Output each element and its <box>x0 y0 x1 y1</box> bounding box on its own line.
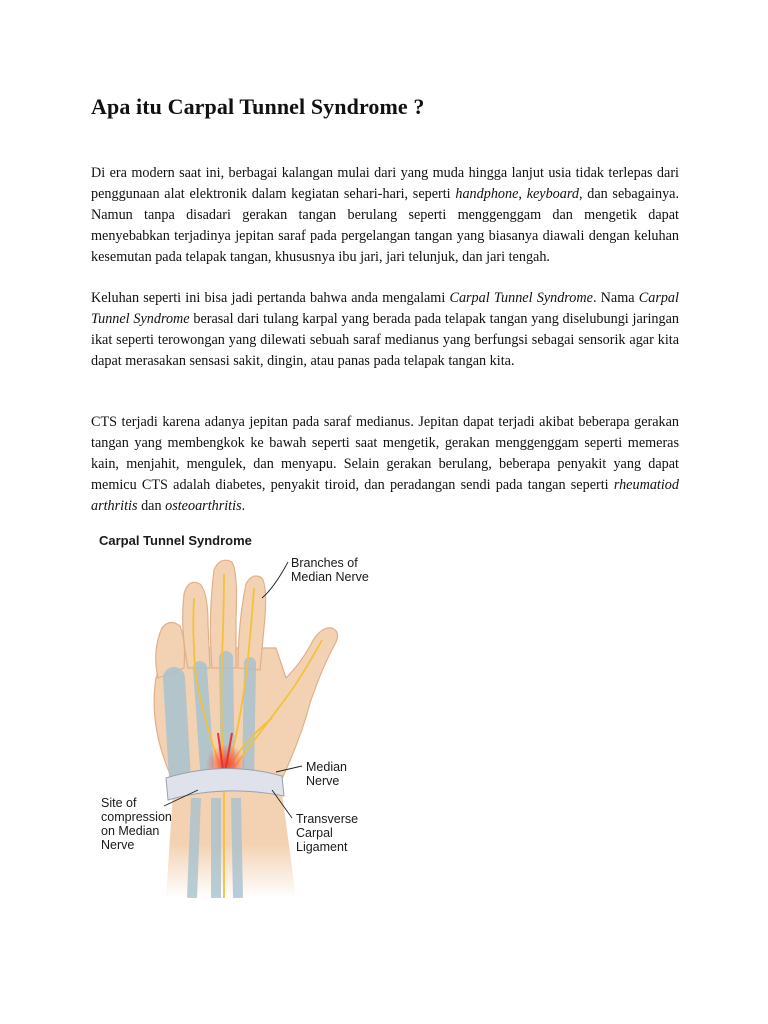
tendon-1 <box>174 678 180 778</box>
p3-italic-2: osteoarthritis <box>165 498 242 514</box>
paragraph-1 <box>91 163 679 268</box>
p2-text-3: berasal dari tulang karpal yang berada pada telapak tangan yang diselubungi jaringan ikat seperti terowongan yang dilewati sebuah saraf medianus yang berfungsi sebagai sensorik agar kita dapat merasakan sensasi sakit, dingin, atau panas pada telapak tangan kita. <box>91 311 679 369</box>
p3-italic-1: rheumatiod arthritis <box>91 477 679 514</box>
p2-italic-1: Carpal Tunnel Syndrome <box>449 290 593 306</box>
paragraph-3 <box>91 412 679 517</box>
carpal-tunnel-figure <box>96 528 396 898</box>
p1-text-1: Di era modern saat ini, berbagai kalangan mulai dari yang muda hingga lanjut usia tidak terlepas dari penggunaan alat elektronik dalam kegiatan sehari-hari, seperti <box>91 165 679 202</box>
p3-text-3: . <box>241 498 246 514</box>
p3-text-1: CTS terjadi karena adanya jepitan pada saraf medianus. Jepitan dapat terjadi akibat beberapa gerakan tangan yang membengkok ke bawah seperti saat mengetik, gerakan menggenggam seperti memeras kain, menjahit, mengulek, dan menyapu. Selain gerakan berulang, beberapa penyakit yang dapat memicu CTS adalah diabetes, penyakit tiroid, dan peradangan sendi pada tangan seperti <box>91 414 679 493</box>
page-title: Apa itu Carpal Tunnel Syndrome ? <box>91 94 425 119</box>
tendon-4 <box>248 663 250 783</box>
label-branches-median-nerve: Branches of Median Nerve <box>291 556 369 584</box>
p2-text-2: . Nama <box>592 290 639 306</box>
p1-italic-1: handphone <box>455 186 519 202</box>
index-finger <box>183 582 210 668</box>
p1-text-2: , <box>518 186 527 202</box>
p1-text-3: , dan sebagainya. Namun tanpa disadari gerakan tangan berulang seperti menggenggam dan mengetik dapat menyebabkan terjadinya jepitan saraf pada pergelangan tangan yang biasanya diawali dengan keluhan kesemutan pada telapak tangan, khususnya ibu jari, jari telunjuk, dan jari tengah. <box>91 186 680 265</box>
p2-italic-2: Carpal Tunnel Syndrome <box>91 290 679 327</box>
label-transverse-carpal-ligament: Transverse Carpal Ligament <box>296 812 359 854</box>
figure-title: Carpal Tunnel Syndrome <box>99 533 252 548</box>
paragraph-2 <box>91 288 679 372</box>
p2-text-1: Keluhan seperti ini bisa jadi pertanda bahwa anda mengalami <box>91 290 450 306</box>
label-site-of-compression: Site of compression on Median Nerve <box>101 796 172 852</box>
p3-text-2: dan <box>137 498 166 514</box>
p1-italic-2: keyboard <box>526 186 579 202</box>
label-median-nerve: Median Nerve <box>306 760 347 788</box>
